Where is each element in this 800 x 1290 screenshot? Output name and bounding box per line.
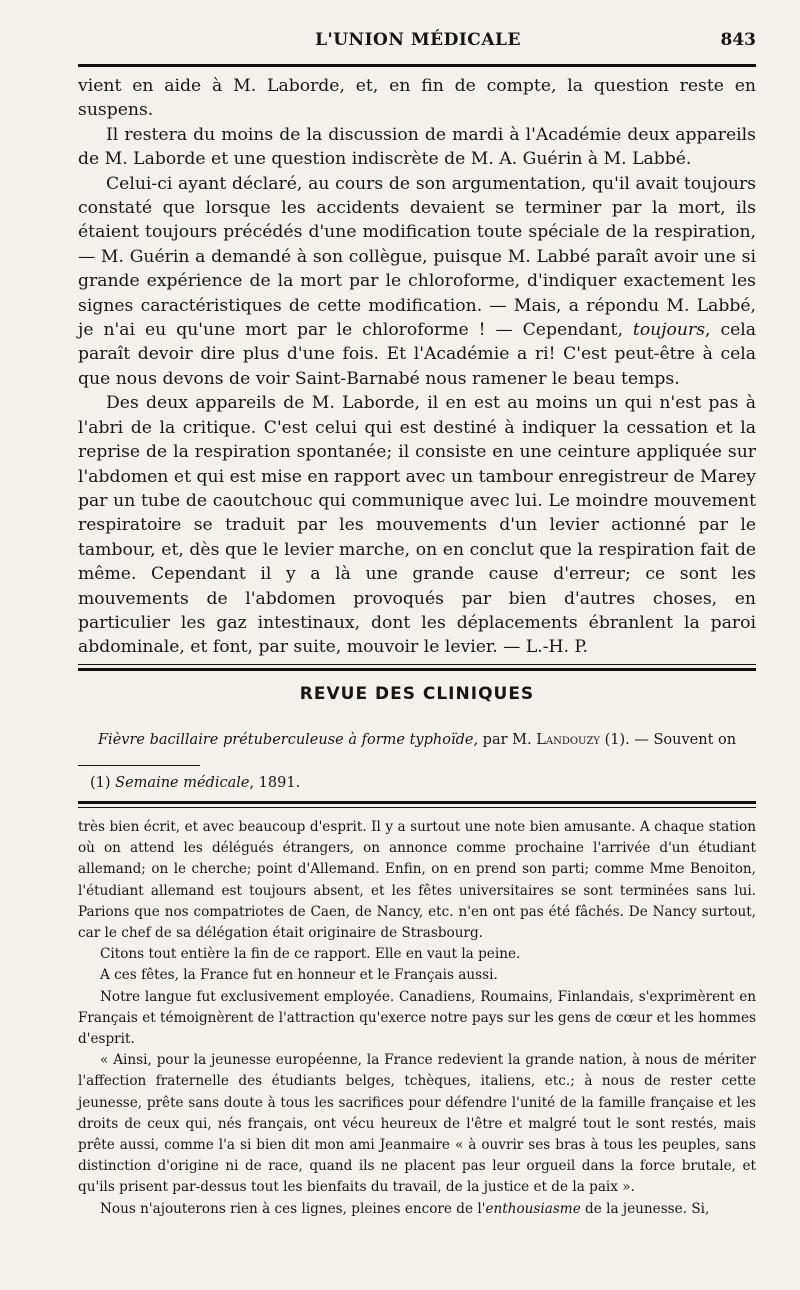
- paragraph: Il restera du moins de la discussion de mardi à l'Académie deux appareils de M. Laborde et une question indiscrète de M. A. Guérin à M. Labbé.: [78, 124, 756, 170]
- paragraph: Des deux appareils de M. Laborde, il en est au moins un qui n'est pas à l'abri de la critique. C'est celui qui est destiné à indiquer la cessation et la reprise de la respiration spontanée; il consiste en une ceinture appliquée sur l'abdomen et qui est mise en rapport avec un tambour enregistreur de Marey par un tube de caoutchouc qui communique avec lui. Le moindre mouvement respiratoire se traduit par les mouvements d'un levier actionné par le tambour, et, dès que le levier marche, on en conclut que la respiration fait de même. Cependant il y a là une grande cause d'erreur; ce sont les mouvements de l'abdomen provoqués par bien d'autres choses, en particulier les gaz intestinaux, dont les déplacements ébranlent la paroi abdominale, et font, par suite, mouvoir le levier. — L.-H. P.: [78, 393, 756, 658]
- paragraph: Citons tout entière la fin de ce rapport. Elle en vaut la peine.: [100, 946, 521, 963]
- header-rule: [78, 64, 756, 67]
- footnote: [90, 775, 750, 791]
- main-article-text: [78, 74, 756, 660]
- paragraph: [78, 1199, 756, 1220]
- journal-title: L'UNION MÉDICALE: [315, 30, 521, 50]
- italic-text: toujours: [632, 320, 706, 341]
- section-rule: [78, 668, 756, 671]
- footnote-number: (1): [90, 775, 116, 791]
- section-heading: REVUE DES CLINIQUES: [299, 684, 535, 704]
- section-rule: [78, 807, 756, 808]
- text-run: Celui-ci ayant déclaré, au cours de son argumentation, qu'il avait toujours constaté que lorsque les accidents devaient se terminer par la mort, ils étaient toujours précédés d'une modification toute spéciale de la respiration, — M. Guérin a demandé à son collègue, puisque M. Labbé paraît avoir une si grande expérience de la mort par le chloroforme, d'indiquer exactement les signes caractéristiques de cette modification. — Mais, a répondu M. Labbé, je n'ai eu qu'une mort par le chloroforme ! — Cependant,: [78, 173, 756, 341]
- text-run: (1). — Souvent on: [600, 732, 737, 748]
- continued-article-text: [78, 817, 756, 1220]
- section-rule: [78, 664, 756, 665]
- article-title: Fièvre bacillaire prétuberculeuse à forme typhoïde,: [98, 732, 479, 748]
- section-rule: [78, 801, 756, 804]
- footnote-rule: [78, 765, 200, 766]
- paragraph: Notre langue fut exclusivement employée. Canadiens, Roumains, Finlandais, s'exprimèrent en Français et témoignèrent de l'attraction qu'exerce notre pays sur les gens de cœur et les hommes d'esprit.: [78, 988, 756, 1048]
- paragraph: très bien écrit, et avec beaucoup d'esprit. Il y a surtout une note bien amusante. A chaque station où on attend les délégués étrangers, on annonce comme prochaine l'arrivée d'un étudiant allemand; on le cherche; point d'Allemand. Enfin, on en prend son parti; comme Mme Benoiton, l'étudiant allemand est toujours absent, et les fêtes universitaires se sont terminées sans lui. Parions que nos compatriotes de Caen, de Nancy, etc. n'en ont pas été fâchés. De Nancy surtout, car le chef de sa délégation était originaire de Strasbourg.: [78, 819, 756, 942]
- paragraph: vient en aide à M. Laborde, et, en fin de compte, la question reste en suspens.: [78, 76, 756, 121]
- paragraph: A ces fêtes, la France fut en honneur et le Français aussi.: [100, 967, 498, 984]
- running-header: [80, 30, 756, 60]
- paragraph: [78, 172, 756, 392]
- text-run: par M.: [478, 732, 537, 748]
- page-number: 843: [720, 30, 756, 50]
- footnote-year: , 1891.: [249, 775, 301, 791]
- author-name: Landouzy: [536, 732, 601, 748]
- paragraph: « Ainsi, pour la jeunesse européenne, la France redevient la grande nation, à nous de mériter l'affection fraternelle des étudiants belges, tchèques, italiens, etc.; à nous de rester cette jeunesse, prête sans doute à tous les sacrifices pour défendre l'unité de la famille française et les droits de ceux qui, nés français, ont vécu heureux de l'être et malgré tout le sont restés, mais prête aussi, comme l'a si bien dit mon ami Jeanmaire « à ouvrir ses bras à tous les peuples, sans distinction d'origine ni de race, quand ils ne placent pas leur orgueil dans la force brutale, et qu'ils prisent par-dessus tout les bienfaits du travail, de la justice et de la paix ».: [78, 1052, 756, 1196]
- clinique-intro: [78, 732, 756, 748]
- footnote-source: Semaine médicale: [115, 775, 250, 791]
- text-run: Nous n'ajouterons rien à ces lignes, pleines encore de l': [100, 1200, 486, 1217]
- text-run: de la jeunesse. Si,: [580, 1200, 710, 1217]
- italic-text: enthousiasme: [485, 1200, 581, 1217]
- text-run: , cela paraît devoir dire plus d'une fois. Et l'Académie a ri! C'est peut-être à cela que nous devons de voir Saint-Barnabé nous ramener le beau temps.: [78, 320, 756, 389]
